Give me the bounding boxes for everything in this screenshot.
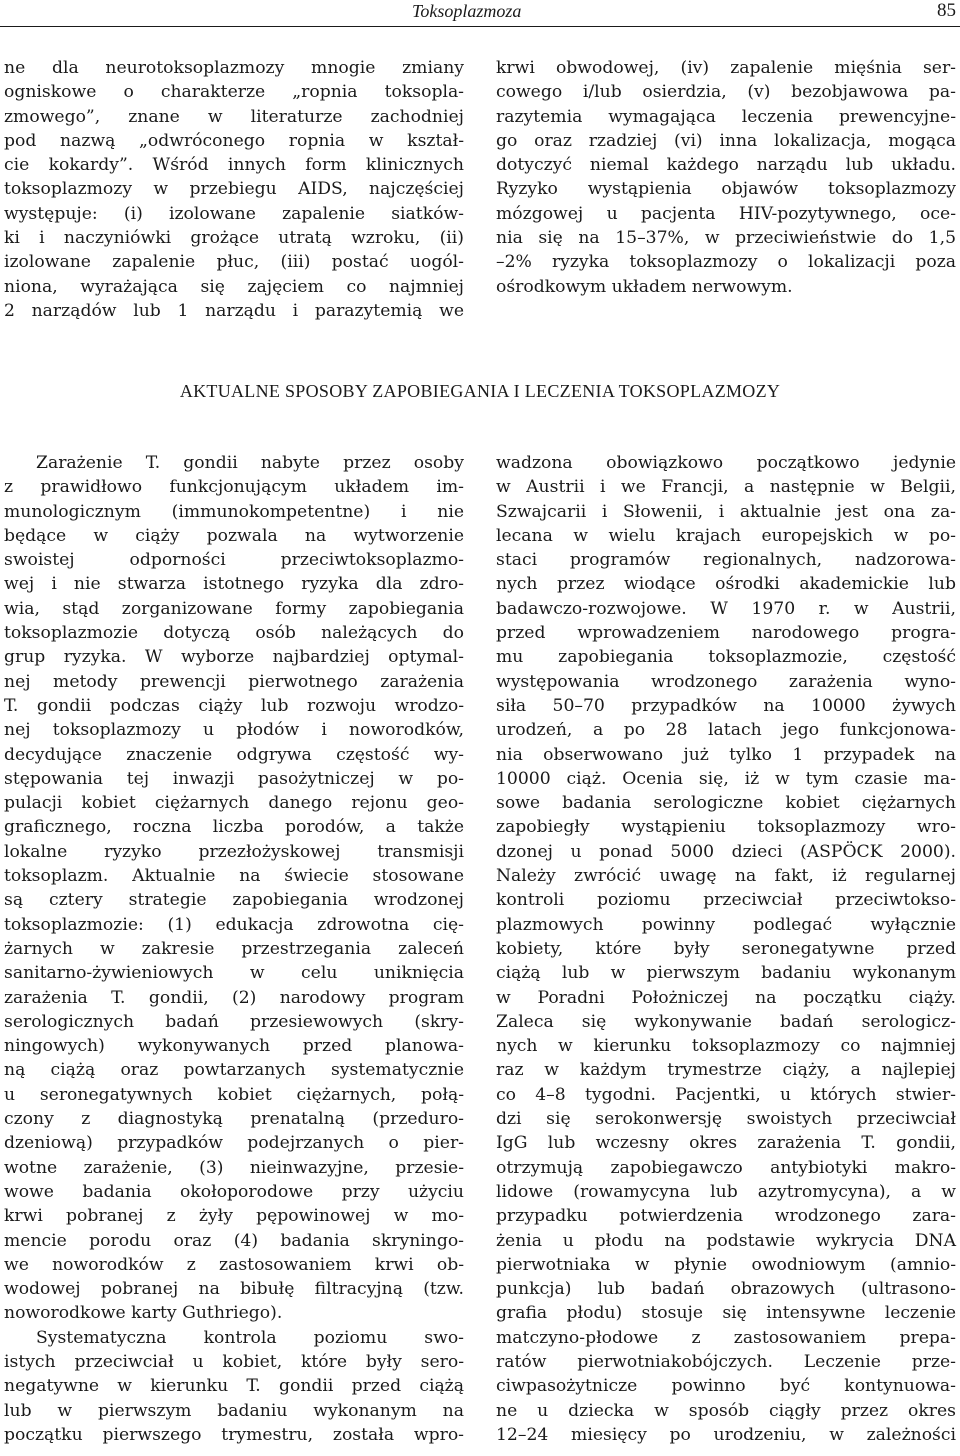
text-line: otrzymują zapobiegawczo antybiotyki makro- <box>496 1157 956 1178</box>
text-line: badawczo-rozwojowe. W 1970 r. w Austrii, <box>496 598 956 619</box>
text-line: Zarażenie T. gondii nabyte przez osoby <box>36 453 464 473</box>
text-line: ningowych) wykonywanych przed planowa- <box>4 1036 464 1057</box>
text-line: ogniskowe o charakterze „ropnia toksopla- <box>4 82 464 103</box>
text-line: krwi obwodowej, (iv) zapalenie mięśnia ser- <box>496 58 956 78</box>
text-line: niona, wyrażająca się zajęciem co najmniej <box>4 276 464 297</box>
text-line: początku pierwszego trymestru, została wpro- <box>4 1424 464 1445</box>
text-line: nych przez wiodące ośrodki akademickie lub <box>496 574 956 595</box>
text-line: w Poradni Położniczej na początku ciąży. <box>496 987 956 1008</box>
page-number: 85 <box>937 0 956 21</box>
text-line: występowania wrodzonego zarażenia wyno- <box>496 671 956 692</box>
text-line: co 4–8 tygodni. Pacjentki, u których stwier- <box>496 1084 956 1105</box>
running-title: Toksoplazmoza <box>412 1 522 21</box>
text-line: czony z diagnostyką prenatalną (przeduro- <box>4 1109 464 1130</box>
text-line: grafia płodu) stosuje się intensywne leczenie <box>496 1303 956 1324</box>
text-line: izolowane zapalenie płuc, (iii) postać uogól- <box>4 252 464 273</box>
text-line: stępowania tej inwazji pasożytniczej w po- <box>4 768 464 789</box>
text-line: wadzona obowiązkowo początkowo jedynie <box>496 453 956 473</box>
text-line: graficznego, roczna liczba porodów, a także <box>4 817 464 838</box>
text-line: lokalne ryzyko przezłożyskowej transmisji <box>4 841 464 862</box>
text-line: raz w każdym trymestrze ciąży, a najlepiej <box>496 1060 956 1081</box>
text-line: żenia u płodu na podstawie wykrycia DNA <box>496 1230 956 1251</box>
text-line: nych w kierunku toksoplazmozy co najmniej <box>496 1036 956 1057</box>
text-line: mencie porodu oraz (4) badania skryningo- <box>4 1230 464 1251</box>
text-line: pod nazwą „odwróconego ropnia w kształ- <box>4 130 464 151</box>
text-line: 2 narządów lub 1 narządu i parazytemią we <box>4 300 464 321</box>
text-line: 10000 ciąż. Ocenia się, iż w tym czasie ma- <box>496 768 956 789</box>
text-line: ciwpasożytnicze powinno być kontynuowa- <box>496 1376 956 1397</box>
text-line: wotne zarażenie, (3) nieinwazyjne, przesie- <box>4 1157 464 1178</box>
text-line: pierwotniaka w płynie owodniowym (amnio- <box>496 1254 956 1275</box>
text-line: wodowej pobranej na bibułę filtracyjną (tzw. <box>4 1279 464 1300</box>
text-line: nej metody prewencji pierwotnego zarażenia <box>4 671 464 692</box>
text-line: toksoplazm. Aktualnie na świecie stosowane <box>4 866 464 887</box>
text-line: IgG lub wczesny okres zarażenia T. gondii, <box>496 1133 956 1154</box>
text-line: ośrodkowym układem nerwowym. <box>496 276 793 297</box>
text-line: staci programów regionalnych, nadzorowa- <box>496 550 956 571</box>
text-line: zarażenia T. gondii, (2) narodowy program <box>4 987 464 1008</box>
text-line: urodzeń, a po 28 latach jego funkcjonowa- <box>496 720 956 741</box>
text-line: wej i nie stwarza istotnego ryzyka dla zdro- <box>4 574 464 595</box>
text-line: ki i naczyniówki grożące utratą wzroku, (ii) <box>4 228 464 249</box>
top-left-column <box>4 56 464 323</box>
text-line: T. gondii podczas ciąży lub rozwoju wrodzo- <box>4 695 464 716</box>
text-line: dzonej u ponad 5000 dzieci (ASPÖCK 2000). <box>496 841 956 862</box>
text-line: Należy zwrócić uwagę na fakt, iż regularnej <box>496 866 956 887</box>
text-line: Zaleca się wykonywanie badań serologicz- <box>496 1011 956 1032</box>
text-line: ne dla neurotoksoplazmozy mnogie zmiany <box>4 58 464 78</box>
text-line: dzeniową) przypadków podejrzanych o pier- <box>4 1133 464 1154</box>
text-line: mu zapobiegania toksoplazmozie, częstość <box>496 647 956 668</box>
text-line: razytemia wymagająca leczenia prewencyjne- <box>496 106 956 127</box>
text-line: sowe badania serologiczne kobiet ciężarnych <box>496 793 956 814</box>
text-line: toksoplazmozie dotyczą osób należących do <box>4 623 464 644</box>
text-line: kobiety, które były seronegatywne przed <box>496 938 956 959</box>
text-line: Ryzyko wystąpienia objawów toksoplazmozy <box>496 179 956 200</box>
text-line: decydujące znaczenie odgrywa częstość wy- <box>4 744 464 765</box>
text-line: dzi się serokonwersję swoistych przeciwciał <box>496 1109 956 1130</box>
text-line: swoistej odporności przeciwtoksoplazmo- <box>4 550 464 571</box>
text-line: negatywne w kierunku T. gondii przed ciążą <box>4 1376 464 1397</box>
text-line: u seronegatywnych kobiet ciężarnych, połą- <box>4 1084 464 1105</box>
text-line: żarnych w zakresie przestrzegania zaleceń <box>4 938 464 959</box>
text-line: nia obserwowano już tylko 1 przypadek na <box>496 744 956 765</box>
text-line: cowego i/lub osierdzia, (v) bezobjawowa pa- <box>496 82 956 103</box>
text-line: zapobiegły wystąpieniu toksoplazmozy wro- <box>496 817 956 838</box>
text-line: ratów pierwotniakobójczych. Leczenie prze- <box>496 1351 956 1372</box>
text-line: zmowego”, znane w literaturze zachodniej <box>4 106 464 127</box>
text-line: z prawidłowo funkcjonującym układem im- <box>4 477 464 498</box>
text-line: będące w ciąży pozwala na wytworzenie <box>4 525 464 546</box>
text-line: –2% ryzyka toksoplazmozy o lokalizacji poza <box>496 252 956 273</box>
text-line: go oraz rzadziej (vi) inna lokalizacja, mogąca <box>496 130 956 151</box>
text-line: ne u dziecka w sposób ciągły przez okres <box>496 1400 956 1421</box>
text-line: grup ryzyka. W wyborze najbardziej optymal- <box>4 647 464 668</box>
text-line: kontroli poziomu przeciwciał przeciwtokso- <box>496 890 956 911</box>
section-heading: AKTUALNE SPOSOBY ZAPOBIEGANIA I LECZENIA TOKSOPLAZMOZY <box>179 381 781 401</box>
text-line: mózgowej u pacjenta HIV-pozytywnego, oce- <box>496 203 956 224</box>
text-line: siła 50–70 przypadków na 10000 żywych <box>496 695 956 716</box>
text-line: Szwajcarii i Słowenii, i aktualnie jest ona za- <box>496 501 956 522</box>
text-line: plazmowych powinny podlegać wyłącznie <box>496 914 956 935</box>
text-line: we noworodków z zastosowaniem krwi ob- <box>4 1254 464 1275</box>
text-line: serologicznych badań przesiewowych (skry- <box>4 1011 464 1032</box>
page-header <box>0 0 960 28</box>
text-line: Systematyczna kontrola poziomu swo- <box>36 1327 464 1348</box>
text-line: punkcja) lub badań obrazowych (ultrasono- <box>496 1279 956 1300</box>
text-line: ną ciążą oraz powtarzanych systematycznie <box>4 1060 464 1081</box>
text-line: wia, stąd zorganizowane formy zapobiegania <box>4 598 464 619</box>
text-line: przed wprowadzeniem narodowego progra- <box>496 623 956 644</box>
text-line: dotyczyć niemal każdego narządu lub układu. <box>496 155 956 176</box>
header-rule <box>0 26 960 27</box>
text-line: munologicznym (immunokompetentne) i nie <box>4 501 464 522</box>
text-line: ciążą lub w pierwszym badaniu wykonanym <box>496 963 956 984</box>
text-line: występuje: (i) izolowane zapalenie siatków- <box>4 203 464 224</box>
text-line: 12–24 miesięcy po urodzeniu, w zależności <box>496 1424 956 1445</box>
text-line: wowe badania okołoporodowe przy użyciu <box>4 1181 464 1202</box>
text-line: nej toksoplazmozy u płodów i noworodków, <box>4 720 464 741</box>
text-line: toksoplazmozy w przebiegu AIDS, najczęściej <box>4 179 464 200</box>
text-line: przypadku potwierdzenia wrodzonego zara- <box>496 1206 956 1227</box>
text-line: są cztery strategie zapobiegania wrodzonej <box>4 890 464 911</box>
text-line: noworodkowe karty Guthriego). <box>4 1303 283 1324</box>
bottom-right-column <box>496 451 956 1447</box>
text-line: pulacji kobiet ciężarnych danego rejonu geo- <box>4 793 464 814</box>
text-line: toksoplazmozie: (1) edukacja zdrowotna cię- <box>4 914 464 935</box>
text-line: istych przeciwciał u kobiet, które były sero- <box>4 1351 464 1372</box>
text-line: krwi pobranej z żyły pępowinowej w mo- <box>4 1206 464 1227</box>
top-right-column <box>496 56 956 299</box>
text-line: matczyno-płodowe z zastosowaniem prepa- <box>496 1327 956 1348</box>
bottom-left-column <box>4 451 464 1447</box>
text-line: sanitarno-żywieniowych w celu uniknięcia <box>4 963 464 984</box>
text-line: lidowe (rowamycyna lub azytromycyna), a w <box>496 1181 956 1202</box>
text-line: w Austrii i we Francji, a następnie w Belgii, <box>496 477 956 498</box>
text-line: nia się na 15–37%, w przeciwieństwie do 1,5 <box>496 228 956 249</box>
text-line: cie kokardy”. Wśród innych form klinicznych <box>4 155 464 176</box>
text-line: lub w pierwszym badaniu wykonanym na <box>4 1400 464 1421</box>
text-line: lecana w wielu krajach europejskich w po- <box>496 525 956 546</box>
